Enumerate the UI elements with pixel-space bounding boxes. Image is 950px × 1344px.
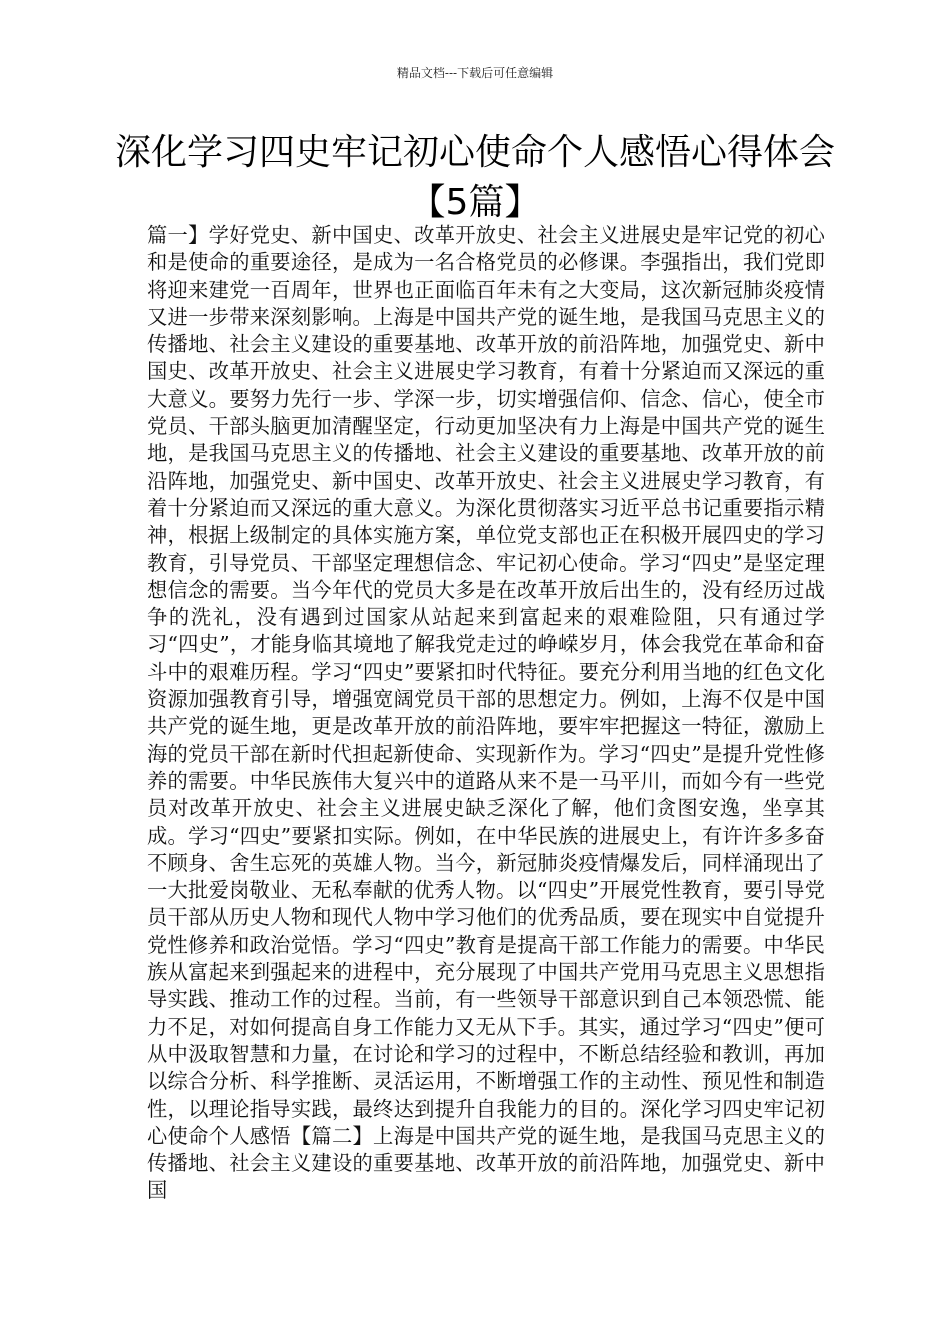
document-body-paragraph: 篇一】学好党史、新中国史、改革开放史、社会主义进展史是牢记党的初心和是使命的重要途径，是成为一名合格党员的必修课。李强指出，我们党即将迎来建党一百周年，世界也正面临百年未有之大变局，这次新冠肺炎疫情又进一步带来深刻影响。上海是中国共产党的诞生地，是我国马克思主义的传播地、社会主义建设的重要基地、改革开放的前沿阵地，加强党史、新中国史、改革开放史、社会主义进展史学习教育，有着十分紧迫而又深远的重大意义。要努力先行一步、学深一步，切实增强信仰、信念、信心，使全市党员、干部头脑更加清醒坚定，行动更加坚决有力上海是中国共产党的诞生地，是我国马克思主义的传播地、社会主义建设的重要基地、改革开放的前沿阵地，加强党史、新中国史、改革开放史、社会主义进展史学习教育，有着十分紧迫而又深远的重大意义。为深化贯彻落实习近平总书记重要指示精神，根据上级制定的具体实施方案，单位党支部也正在积极开展四史的学习教育，引导党员、干部坚定理想信念、牢记初心使命。学习“四史”是坚定理想信念的需要。当今年代的党员大多是在改革开放后出生的，没有经历过战争的洗礼，没有遇到过国家从站起来到富起来的艰难险阻，只有通过学习“四史”，才能身临其境地了解我党走过的峥嵘岁月，体会我党在革命和奋斗中的艰难历程。学习“四史”要紧扣时代特征。要充分利用当地的红色文化资源加强教育引导，增强宽阔党员干部的思想定力。例如，上海不仅是中国共产党的诞生地，更是改革开放的前沿阵地，要牢牢把握这一特征，激励上海的党员干部在新时代担起新使命、实现新作为。学习“四史”是提升党性修养的需要。中华民族伟大复兴中的道路从来不是一马平川，而如今有一些党员对改革开放史、社会主义进展史缺乏深化了解，他们贪图安逸，坐享其成。学习“四史”要紧扣实际。例如，在中华民族的进展史上，有许许多多奋不顾身、舍生忘死的英雄人物。当今，新冠肺炎疫情爆发后，同样涌现出了一大批爱岗敬业、无私奉献的优秀人物。以“四史”开展党性教育，要引导党员干部从历史人物和现代人物中学习他们的优秀品质，要在现实中自觉提升党性修养和政治觉悟。学习“四史”教育是提高干部工作能力的需要。中华民族从富起来到强起来的进程中，充分展现了中国共产党用马克思主义思想指导实践、推动工作的过程。当前，有一些领导干部意识到自己本领恐慌、能力不足，对如何提高自身工作能力又无从下手。其实，通过学习“四史”便可从中汲取智慧和力量，在讨论和学习的过程中，不断总结经验和教训，再加以综合分析、科学推断、灵活运用，不断增强工作的主动性、预见性和制造性，以理论指导实践，最终达到提升自我能力的目的。深化学习四史牢记初心使命个人感悟【篇二】上海是中国共产党的诞生地，是我国马克思主义的传播地、社会主义建设的重要基地、改革开放的前沿阵地，加强党史、新中国 xyxy=(147,223,825,1203)
page-header-note: 精品文档---下载后可任意编辑 xyxy=(396,66,554,80)
document-title: 深化学习四史牢记初心使命个人感悟心得体会【5篇】 xyxy=(114,132,835,223)
